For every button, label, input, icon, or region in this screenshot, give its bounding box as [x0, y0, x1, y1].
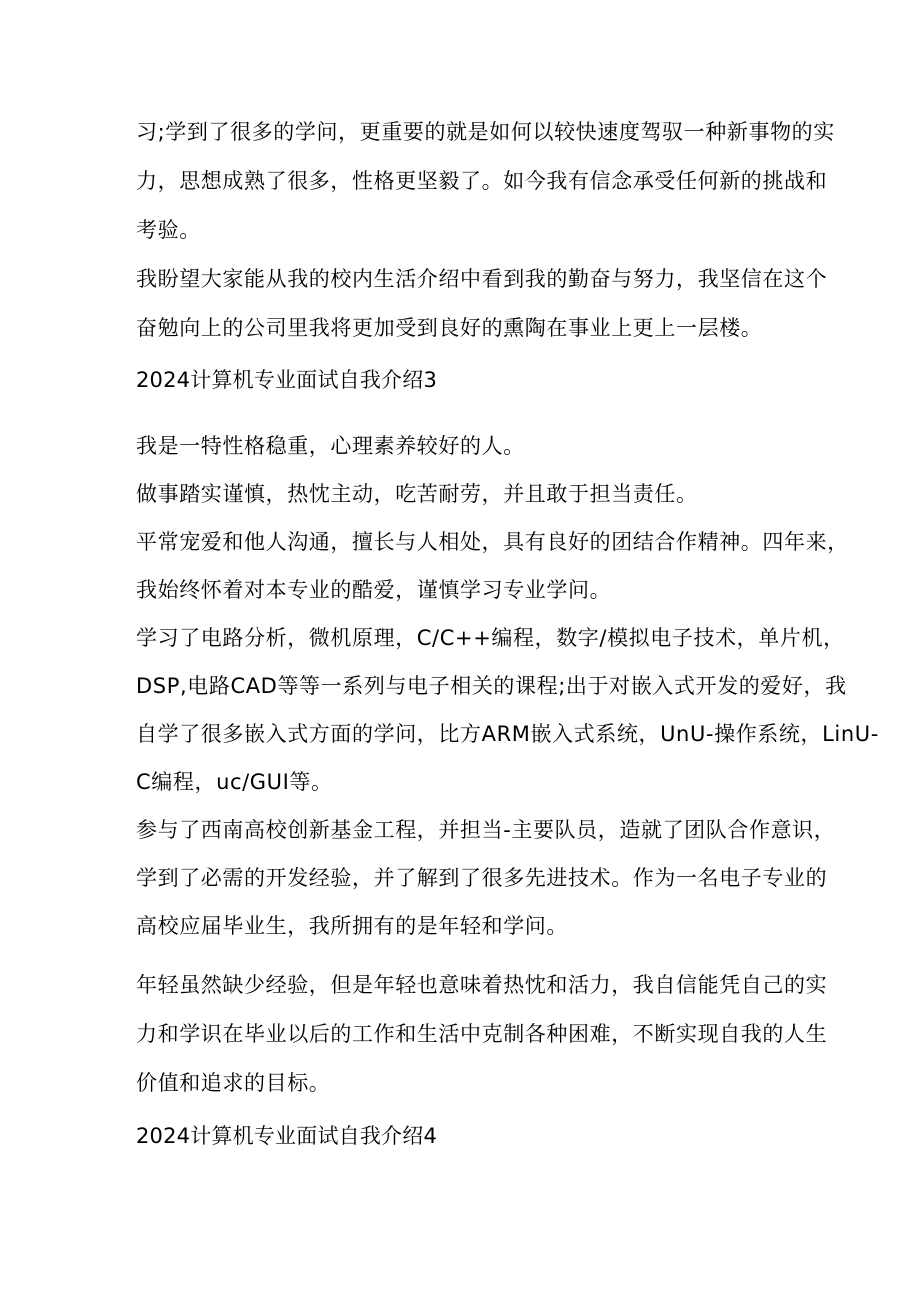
text-line: C编程，uc/GUI等。 — [136, 770, 333, 794]
text-line: 考验。 — [136, 218, 201, 242]
text-line: 学习了电路分析，微机原理，C/C++编程，数字/模拟电子技术，单片机， — [136, 626, 845, 650]
text-line: 学到了必需的开发经验，并了解到了很多先进技术。作为一名电子专业的 — [136, 866, 828, 890]
text-line: 奋勉向上的公司里我将更加受到良好的熏陶在事业上更上一层楼。 — [136, 316, 763, 340]
text-line: 我始终怀着对本专业的酷爱，谨慎学习专业学问。 — [136, 578, 612, 602]
text-line: 我盼望大家能从我的校内生活介绍中看到我的勤奋与努力，我坚信在这个 — [136, 267, 828, 291]
text-line: 我是一特性格稳重，心理素养较好的人。 — [136, 434, 525, 458]
text-line: DSP,电路CAD等等一系列与电子相关的课程;出于对嵌入式开发的爱好，我 — [136, 674, 847, 698]
text-line: 价值和追求的目标。 — [136, 1071, 331, 1095]
text-line: 高校应届毕业生，我所拥有的是年轻和学问。 — [136, 914, 568, 938]
text-line: 力，思想成熟了很多，性格更坚毅了。如今我有信念承受任何新的挑战和 — [136, 169, 828, 193]
text-line: 力和学识在毕业以后的工作和生活中克制各种困难，不断实现自我的人生 — [136, 1022, 828, 1046]
text-line: 习;学到了很多的学问，更重要的就是如何以较快速度驾驭一种新事物的实 — [136, 120, 835, 144]
text-line: 自学了很多嵌入式方面的学问，比方ARM嵌入式系统，UnU-操作系统，LinU- — [136, 722, 879, 746]
text-line: 参与了西南高校创新基金工程，并担当-主要队员，造就了团队合作意识， — [136, 818, 836, 842]
text-line: 平常宠爱和他人沟通，擅长与人相处，具有良好的团结合作精神。四年来， — [136, 530, 849, 554]
text-line: 做事踏实谨慎，热忱主动，吃苦耐劳，并且敢于担当责任。 — [136, 482, 698, 506]
section-heading: 2024计算机专业面试自我介绍4 — [136, 1124, 438, 1148]
text-line: 年轻虽然缺少经验，但是年轻也意味着热忱和活力，我自信能凭自己的实 — [136, 973, 828, 997]
section-heading: 2024计算机专业面试自我介绍3 — [136, 368, 438, 392]
